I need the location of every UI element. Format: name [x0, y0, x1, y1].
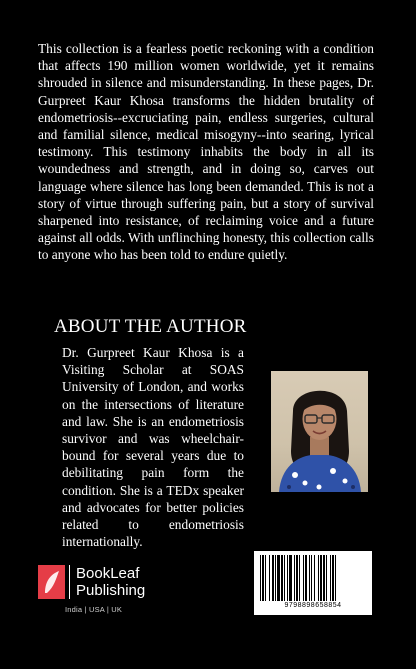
- publisher-divider: [69, 565, 70, 599]
- about-author-heading: ABOUT THE AUTHOR: [54, 316, 247, 337]
- leaf-icon: [38, 565, 65, 599]
- book-blurb: This collection is a fearless poetic reckoning with a condition that affects 190 million women worldwide, yet it remains shrouded in silence and misunderstanding. In these pages, Dr. Gurpreet Kaur Khosa transforms the hidden brutality of endometriosis--excruciating pain, endless surgeries, cultural and familial silence, medical misogyny--into searing, lyrical testimony. This testimony inhabits the body in all its woundedness and strength, and in doing so, carves out language where silence has long been demanded. This is not a story of virtue through suffering pain, but a story of survival sharpened into resistance, of reclaiming voice and a future against all odds. With unflinching honesty, this collection calls to anyone who has been told to endure quietly.: [38, 41, 374, 263]
- author-bio: Dr. Gurpreet Kaur Khosa is a Visiting Scholar at SOAS University of London, and works on the intersections of literature and law. She is an endometriosis survivor and was wheelchair-bound for several years due to debilitating pain form the condition. She is a TEDx speaker and advocates for better policies related to endometriosis internationally.: [62, 345, 244, 550]
- author-portrait-illustration: [271, 371, 368, 492]
- isbn-barcode: [254, 551, 372, 615]
- publisher-logo: [38, 565, 178, 615]
- isbn-number: 9798898658854: [284, 602, 342, 609]
- publisher-name: BookLeaf Publishing: [76, 565, 146, 599]
- booklef-leaf-icon: [38, 565, 65, 599]
- author-photo: [271, 371, 368, 492]
- barcode-icon: [258, 555, 368, 601]
- publisher-regions: India | USA | UK: [65, 605, 123, 614]
